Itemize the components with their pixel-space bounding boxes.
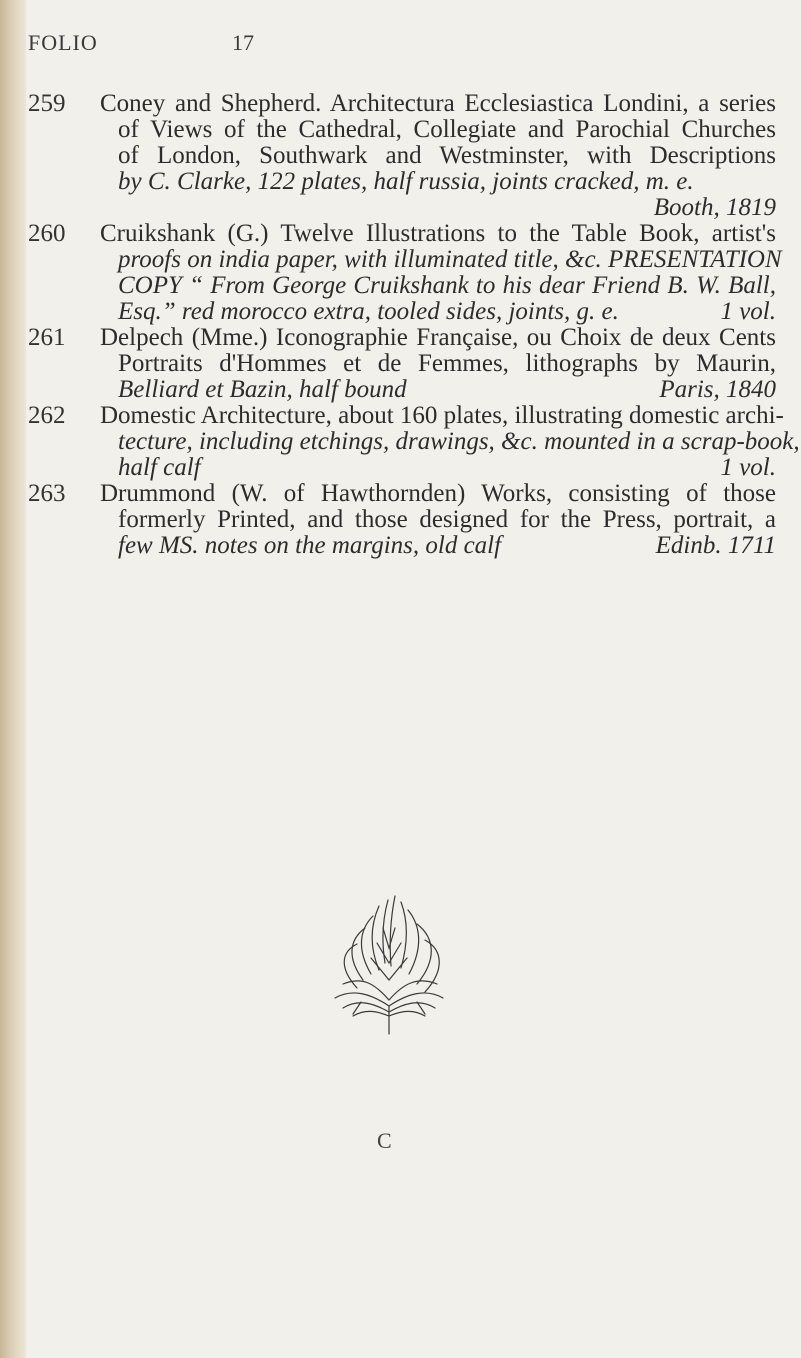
lot-line: of London, Southwark and Westminster, with Descriptions <box>118 142 776 169</box>
lot-number: 262 <box>28 402 66 429</box>
lot-line <box>118 272 776 300</box>
lot-line: Portraits d'Hommes et de Femmes, lithographs by Maurin, <box>118 350 776 377</box>
lot-volumes: 1 vol. <box>720 454 776 481</box>
lot-imprint-line <box>118 194 776 222</box>
page-number: 17 <box>232 30 254 55</box>
lot-line-text: tecture, including etchings, drawings, &c. mounted in a scrap-book, <box>118 428 800 455</box>
lot-line <box>118 532 776 560</box>
lot-line-text: few MS. notes on the margins, old calf <box>118 532 502 559</box>
lot-line: Domestic Architecture, about 160 plates, illustrating domestic archi- <box>100 402 784 429</box>
lot-line: Delpech (Mme.) Iconographie Française, ou Choix de deux Cents <box>100 324 776 351</box>
lot-line: Drummond (W. of Hawthornden) Works, consisting of those <box>100 480 776 507</box>
lot-volumes: 1 vol. <box>720 298 776 325</box>
lot-line-text: half calf <box>118 454 201 481</box>
signature-mark: C <box>377 1128 392 1153</box>
lot-line: of Views of the Cathedral, Collegiate and Parochial Churches <box>118 116 776 143</box>
lot-line-text: by C. Clarke, 122 plates, half russia, joints cracked, m. e. <box>118 168 694 195</box>
thistle-ornament-icon <box>313 888 463 1038</box>
lot-line: formerly Printed, and those designed for the Press, portrait, a <box>118 506 776 533</box>
page-edge-shadow <box>0 0 26 1358</box>
lot-line <box>118 168 776 196</box>
lot-line <box>118 298 776 326</box>
lot-line <box>118 246 782 274</box>
lot-number: 260 <box>28 220 66 247</box>
lot-line: Coney and Shepherd. Architectura Ecclesiastica Londini, a series <box>100 90 776 117</box>
lot-number: 263 <box>28 480 66 507</box>
lot-imprint: Edinb. 1711 <box>655 532 776 559</box>
lot-line-text: Esq.” red morocco extra, tooled sides, joints, g. e. <box>118 298 619 325</box>
lot-line <box>118 428 800 456</box>
lot-imprint: Paris, 1840 <box>659 376 776 403</box>
lot-line <box>118 376 776 404</box>
folio-header: FOLIO <box>28 30 98 55</box>
lot-line <box>118 454 776 482</box>
lot-line: Cruikshank (G.) Twelve Illustrations to the Table Book, artist's <box>100 220 776 247</box>
lot-line-text: COPY “ From George Cruikshank to his dear Friend B. W. Ball, <box>118 272 776 299</box>
lot-line-text: Belliard et Bazin, half bound <box>118 376 407 403</box>
lot-imprint: Booth, 1819 <box>653 194 776 221</box>
lot-number: 261 <box>28 324 66 351</box>
lot-number: 259 <box>28 90 66 117</box>
lot-line-text: proofs on india paper, with illuminated title, &c. PRESENTATION <box>118 246 782 273</box>
